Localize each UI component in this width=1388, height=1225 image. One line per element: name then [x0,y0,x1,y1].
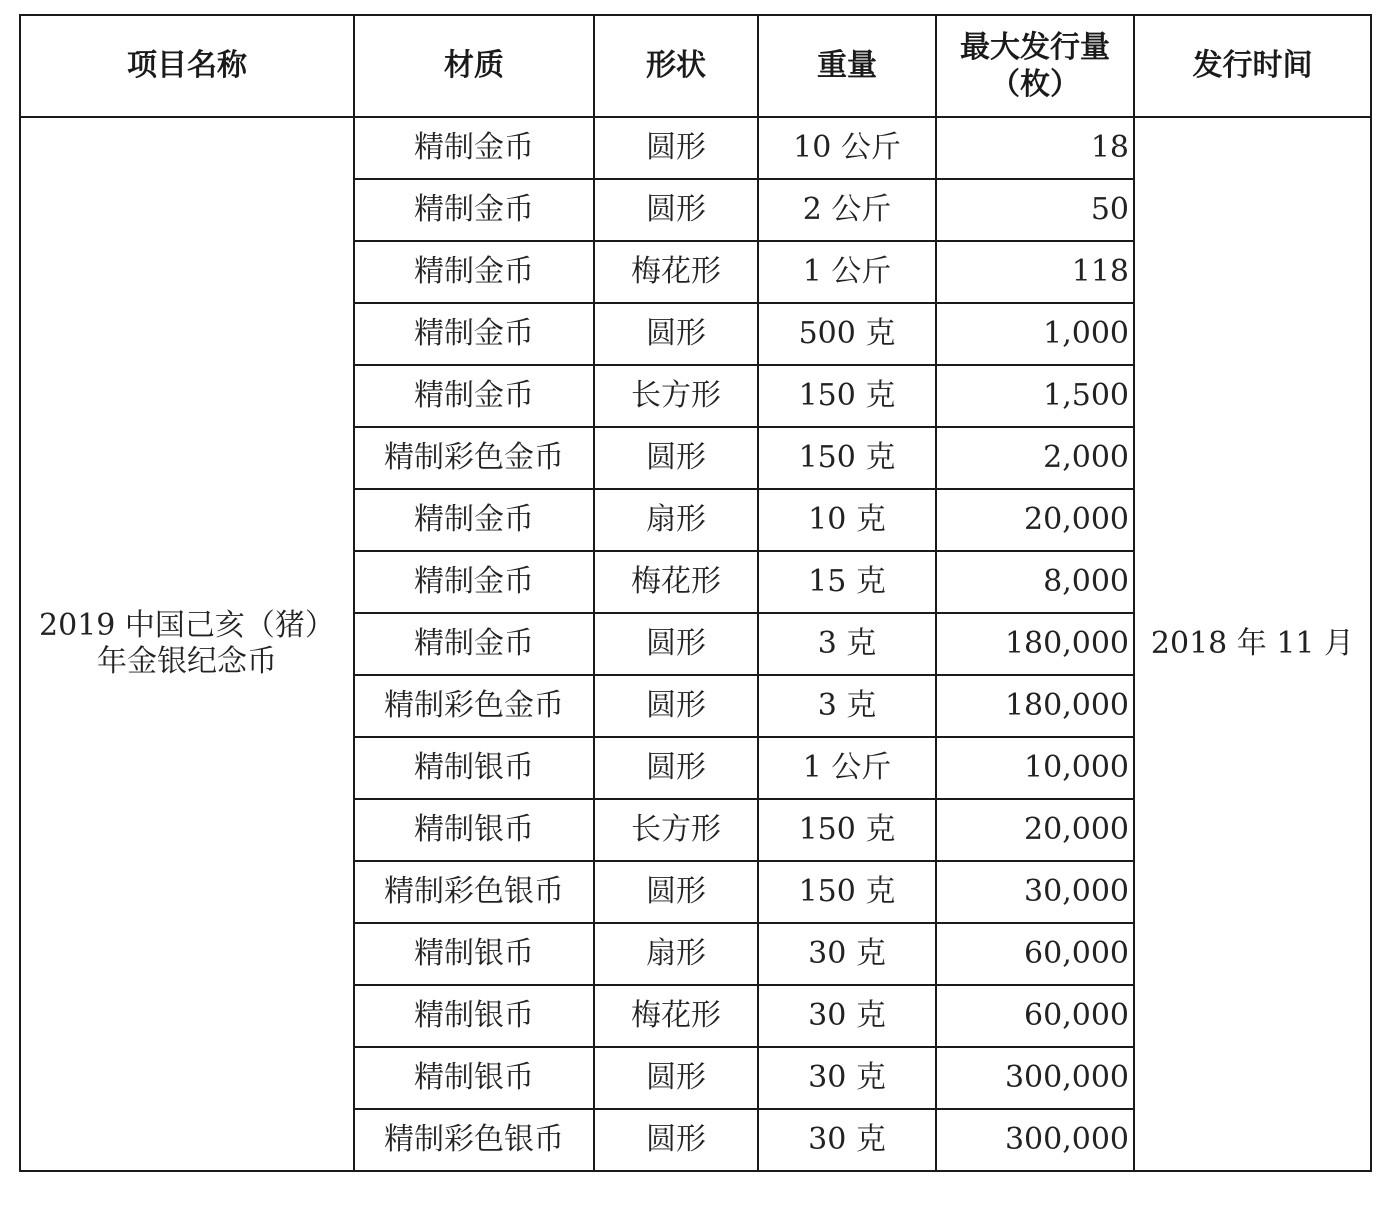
shape-cell: 圆形 [594,427,758,489]
weight-cell: 30 克 [758,1109,936,1171]
shape-cell: 圆形 [594,303,758,365]
weight-cell: 150 克 [758,365,936,427]
material-cell: 精制银币 [354,985,594,1047]
quantity-cell: 180,000 [936,675,1134,737]
shape-cell: 圆形 [594,861,758,923]
quantity-cell: 8,000 [936,551,1134,613]
shape-cell: 长方形 [594,799,758,861]
shape-cell: 扇形 [594,923,758,985]
quantity-cell: 118 [936,241,1134,303]
shape-cell: 圆形 [594,117,758,179]
weight-cell: 150 克 [758,427,936,489]
shape-cell: 圆形 [594,1109,758,1171]
shape-cell: 长方形 [594,365,758,427]
header-max-issue-line2: （枚） [990,67,1080,102]
material-cell: 精制金币 [354,179,594,241]
shape-cell: 扇形 [594,489,758,551]
weight-cell: 30 克 [758,1047,936,1109]
weight-cell: 1 公斤 [758,241,936,303]
quantity-cell: 60,000 [936,923,1134,985]
header-shape: 形状 [594,15,758,117]
header-max-issue [936,15,1134,117]
weight-cell: 150 克 [758,799,936,861]
weight-cell: 10 公斤 [758,117,936,179]
quantity-cell: 20,000 [936,799,1134,861]
shape-cell: 梅花形 [594,551,758,613]
quantity-cell: 180,000 [936,613,1134,675]
quantity-cell: 50 [936,179,1134,241]
material-cell: 精制金币 [354,117,594,179]
weight-cell: 500 克 [758,303,936,365]
material-cell: 精制彩色银币 [354,861,594,923]
quantity-cell: 1,500 [936,365,1134,427]
header-weight: 重量 [758,15,936,117]
shape-cell: 梅花形 [594,241,758,303]
weight-cell: 3 克 [758,613,936,675]
quantity-cell: 20,000 [936,489,1134,551]
weight-cell: 150 克 [758,861,936,923]
coin-issue-table [19,14,1372,1172]
quantity-cell: 10,000 [936,737,1134,799]
coin-issue-document [19,14,1370,1212]
header-issue-date: 发行时间 [1134,15,1371,117]
shape-cell: 圆形 [594,675,758,737]
material-cell: 精制金币 [354,489,594,551]
weight-cell: 30 克 [758,985,936,1047]
shape-cell: 圆形 [594,613,758,675]
shape-cell: 圆形 [594,737,758,799]
quantity-cell: 18 [936,117,1134,179]
quantity-cell: 1,000 [936,303,1134,365]
issue-date-cell: 2018 年 11 月 [1134,117,1371,1171]
material-cell: 精制金币 [354,551,594,613]
header-project-name: 项目名称 [20,15,354,117]
material-cell: 精制彩色银币 [354,1109,594,1171]
weight-cell: 3 克 [758,675,936,737]
weight-cell: 2 公斤 [758,179,936,241]
material-cell: 精制金币 [354,241,594,303]
material-cell: 精制银币 [354,737,594,799]
material-cell: 精制金币 [354,613,594,675]
quantity-cell: 300,000 [936,1047,1134,1109]
shape-cell: 圆形 [594,1047,758,1109]
header-max-issue-line1: 最大发行量 [960,29,1110,65]
shape-cell: 圆形 [594,179,758,241]
quantity-cell: 300,000 [936,1109,1134,1171]
material-cell: 精制金币 [354,365,594,427]
quantity-cell: 60,000 [936,985,1134,1047]
material-cell: 精制银币 [354,923,594,985]
table-header-row [20,15,1371,117]
material-cell: 精制银币 [354,799,594,861]
table-body [20,117,1371,1171]
weight-cell: 1 公斤 [758,737,936,799]
weight-cell: 30 克 [758,923,936,985]
header-material: 材质 [354,15,594,117]
project-name-cell: 2019 中国己亥（猪）年金银纪念币 [20,117,354,1171]
material-cell: 精制银币 [354,1047,594,1109]
weight-cell: 15 克 [758,551,936,613]
material-cell: 精制金币 [354,303,594,365]
shape-cell: 梅花形 [594,985,758,1047]
table-row [20,117,1371,179]
material-cell: 精制彩色金币 [354,675,594,737]
weight-cell: 10 克 [758,489,936,551]
quantity-cell: 2,000 [936,427,1134,489]
quantity-cell: 30,000 [936,861,1134,923]
material-cell: 精制彩色金币 [354,427,594,489]
